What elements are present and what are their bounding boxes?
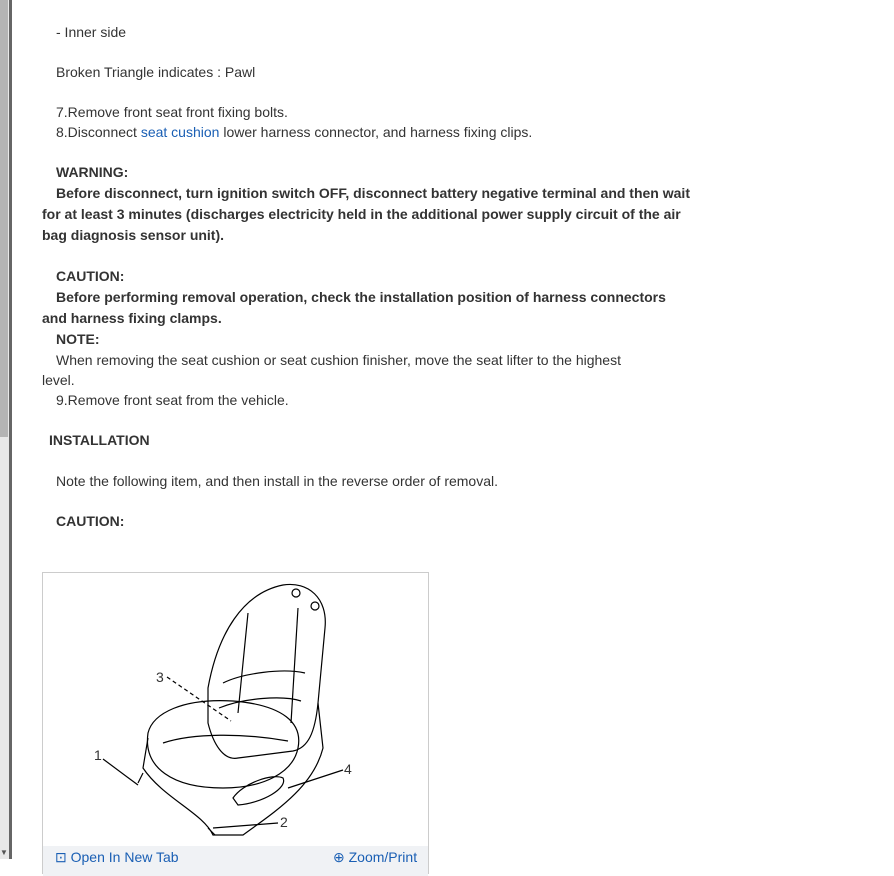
caution-2-title: CAUTION:: [56, 513, 125, 529]
caution-line-2: and harness fixing clamps.: [42, 310, 222, 326]
divider: [9, 0, 12, 859]
seat-figure: [42, 572, 429, 874]
scroll-down-arrow-icon[interactable]: ▼: [0, 848, 8, 857]
note-title: NOTE:: [56, 331, 100, 347]
step-9: 9.Remove front seat from the vehicle.: [56, 392, 289, 408]
step-8-post: lower harness connector, and harness fixing clips.: [219, 124, 533, 140]
warning-line-1: Before disconnect, turn ignition switch OFF, disconnect battery negative terminal and then wait: [56, 185, 690, 201]
warning-title: WARNING:: [56, 164, 129, 180]
callout-1: 1: [94, 747, 102, 763]
inner-side-text: - Inner side: [56, 24, 127, 40]
zoom-print-label: Zoom/Print: [348, 849, 418, 865]
open-new-tab-label: Open In New Tab: [70, 849, 179, 865]
install-note: Note the following item, and then install in the reverse order of removal.: [56, 473, 499, 489]
zoom-print-link[interactable]: [333, 849, 417, 866]
warning-line-2: for at least 3 minutes (discharges electricity held in the additional power supply circuit of the air: [42, 206, 681, 222]
zoom-icon: ⊕: [333, 849, 345, 865]
scrollbar-thumb[interactable]: [0, 0, 8, 437]
scrollbar[interactable]: [0, 0, 9, 859]
open-new-tab-link[interactable]: [55, 849, 179, 866]
note-line-1: When removing the seat cushion or seat cushion finisher, move the seat lifter to the highest: [56, 352, 621, 368]
new-tab-icon: ⊡: [55, 849, 67, 865]
callout-3: 3: [156, 669, 164, 685]
note-line-2: level.: [42, 372, 75, 388]
figure-toolbar: [43, 846, 428, 876]
broken-triangle-text: Broken Triangle indicates : Pawl: [56, 64, 256, 80]
step-7: 7.Remove front seat front fixing bolts.: [56, 104, 288, 120]
step-8-pre: 8.Disconnect: [56, 124, 141, 140]
seat-illustration: [43, 573, 428, 846]
callout-2: 2: [280, 814, 288, 830]
step-8: [56, 122, 532, 142]
caution-line-1: Before performing removal operation, check the installation position of harness connectors: [56, 289, 666, 305]
callout-4: 4: [344, 761, 352, 777]
seat-cushion-link[interactable]: seat cushion: [140, 124, 220, 140]
installation-heading: INSTALLATION: [49, 432, 150, 448]
warning-line-3: bag diagnosis sensor unit).: [42, 227, 225, 243]
caution-title: CAUTION:: [56, 268, 125, 284]
